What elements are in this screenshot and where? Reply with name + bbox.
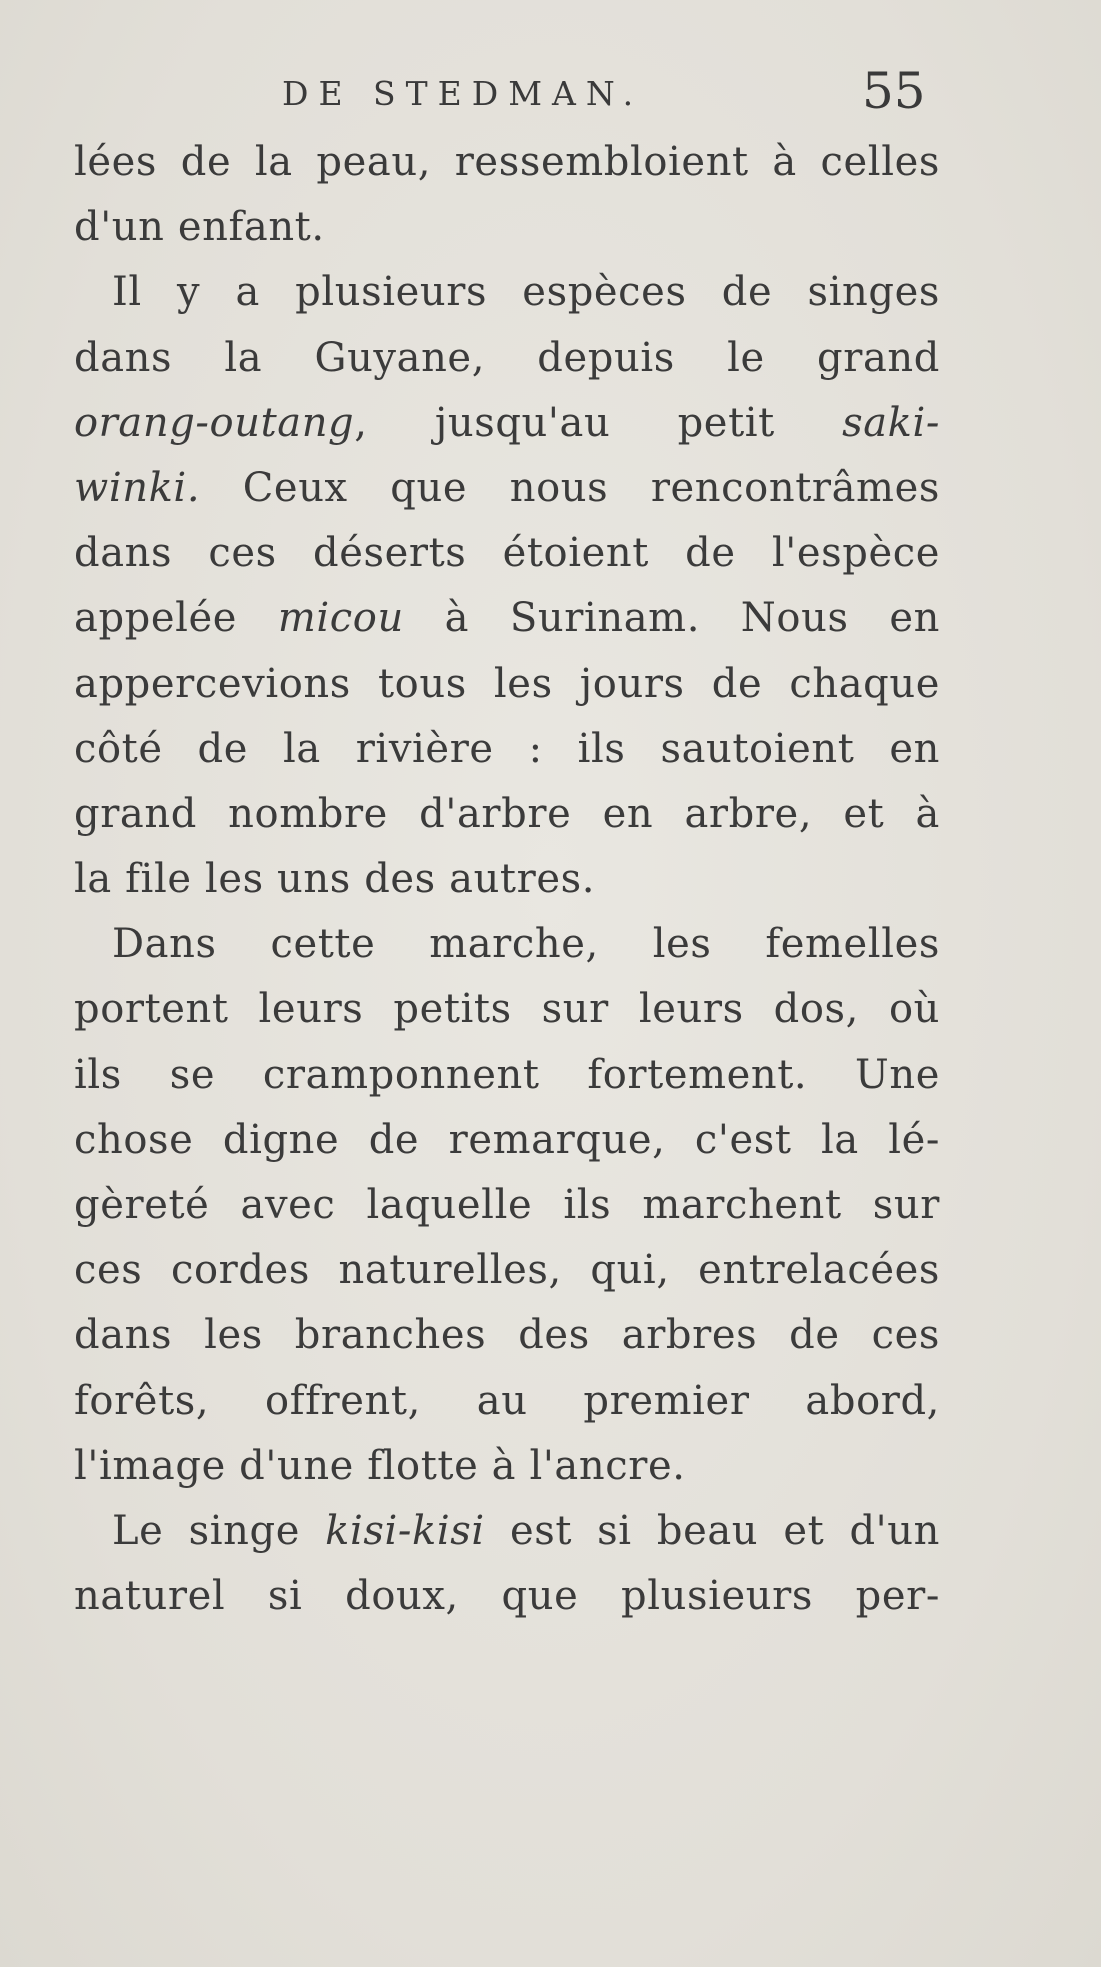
text-run: d'un enfant. — [74, 204, 325, 251]
text-line — [74, 1108, 940, 1173]
text-line — [74, 847, 940, 912]
text-line — [74, 782, 940, 847]
text-run: la file les uns des autres. — [74, 856, 596, 903]
text-run: dans la Guyane, depuis le grand — [74, 334, 940, 381]
text-line — [74, 1238, 940, 1303]
text-line — [74, 977, 940, 1042]
text-line — [74, 652, 940, 717]
text-line — [74, 1564, 940, 1629]
text-run: Dans cette marche, les femelles — [112, 921, 940, 968]
text-run: dans les branches des arbres de ces — [74, 1312, 940, 1359]
text-line — [74, 260, 940, 325]
text-line — [74, 1043, 940, 1108]
text-line — [74, 912, 940, 977]
text-line — [74, 1499, 940, 1564]
text-run: appercevions tous les jours de chaque — [74, 660, 940, 707]
text-line — [74, 521, 940, 586]
text-run: Le singe — [112, 1507, 326, 1554]
text-line — [74, 391, 940, 456]
text-run: , jusqu'au petit — [354, 399, 843, 446]
text-run: est si beau et d'un — [484, 1507, 940, 1554]
text-run: lées de la peau, ressembloient à celles — [74, 139, 940, 185]
text-run: côté de la rivière : ils sautoient en — [74, 725, 940, 772]
text-line — [74, 456, 940, 521]
text-line — [74, 195, 940, 260]
text-run: naturel si doux, que plusieurs per- — [74, 1573, 940, 1620]
text-run: portent leurs petits sur leurs dos, où — [74, 986, 940, 1033]
text-line — [74, 1173, 940, 1238]
text-line — [74, 326, 940, 391]
text-run: dans ces déserts étoient de l'espèce — [74, 530, 940, 577]
running-head: DE STEDMAN. — [282, 74, 644, 113]
text-run: ces cordes naturelles, qui, entrelacées — [74, 1247, 940, 1294]
italic-text: micou — [277, 595, 404, 642]
text-run: à Surinam. Nous en — [403, 595, 940, 642]
text-run: forêts, offrent, au premier abord, — [74, 1377, 940, 1424]
text-line — [74, 130, 940, 195]
italic-text: winki. — [74, 464, 201, 511]
text-run: grand nombre d'arbre en arbre, et à — [74, 790, 940, 837]
text-line — [74, 1369, 940, 1434]
text-line — [74, 1303, 940, 1368]
text-run: l'image d'une flotte à l'ancre. — [74, 1442, 686, 1489]
body-text — [74, 130, 940, 1629]
page-header — [0, 64, 1101, 124]
text-line — [74, 717, 940, 782]
italic-text: kisi-kisi — [325, 1507, 485, 1554]
page-number: 55 — [862, 62, 926, 120]
italic-text: saki- — [842, 399, 940, 446]
text-run: Ceux que nous rencontrâmes — [200, 464, 940, 511]
text-run: chose digne de remarque, c'est la lé- — [74, 1116, 940, 1163]
italic-text: orang-outang — [74, 399, 355, 446]
text-run: ils se cramponnent fortement. Une — [74, 1051, 940, 1098]
text-line — [74, 1434, 940, 1499]
text-run: Il y a plusieurs espèces de singes — [112, 269, 940, 316]
text-run: appelée — [74, 595, 278, 642]
text-line — [74, 586, 940, 651]
text-run: gèreté avec laquelle ils marchent sur — [74, 1182, 940, 1228]
